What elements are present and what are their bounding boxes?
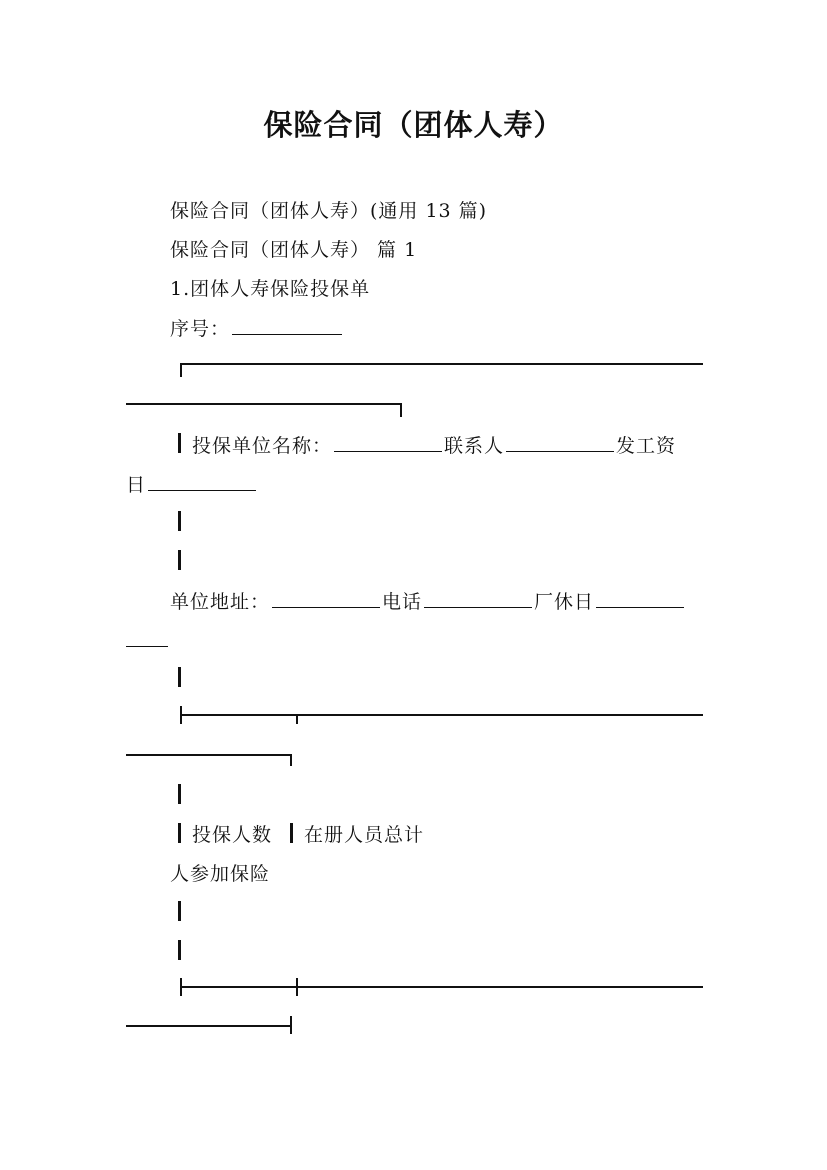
applicant-label: 投保单位名称： bbox=[192, 435, 333, 457]
serial-row bbox=[170, 316, 344, 341]
cell-border bbox=[290, 823, 293, 843]
holiday-label: 厂休日 bbox=[534, 591, 595, 613]
applicant-row bbox=[192, 433, 676, 458]
table-top-border bbox=[180, 363, 703, 365]
divider-right-tee bbox=[290, 1016, 292, 1034]
form-heading: 1.团体人寿保险投保单 bbox=[170, 278, 371, 300]
payday-label: 发工资 bbox=[616, 435, 677, 457]
cell-border bbox=[178, 784, 181, 804]
payday-cont: 日 bbox=[126, 474, 147, 496]
contact-blank[interactable] bbox=[506, 433, 614, 452]
table-divider-1-cont bbox=[126, 754, 292, 756]
serial-label: 序号： bbox=[170, 318, 231, 340]
address-label: 单位地址： bbox=[170, 591, 271, 613]
insured-count-label: 投保人数 bbox=[192, 824, 273, 846]
address-blank[interactable] bbox=[272, 589, 380, 608]
cell-border bbox=[178, 511, 181, 531]
contact-label: 联系人 bbox=[444, 435, 505, 457]
subtitle-line: 保险合同（团体人寿）(通用 13 篇) bbox=[170, 200, 488, 222]
cell-border bbox=[178, 940, 181, 960]
divider-cross bbox=[296, 978, 298, 996]
holiday-blank[interactable] bbox=[596, 589, 684, 608]
section-heading: 保险合同（团体人寿） 篇 1 bbox=[170, 239, 418, 261]
divider-right-corner bbox=[290, 754, 292, 766]
divider-mid-tee bbox=[296, 714, 298, 724]
phone-label: 电话 bbox=[382, 591, 423, 613]
table-divider-2-cont bbox=[126, 1025, 292, 1027]
cell-border bbox=[178, 901, 181, 921]
cell-border bbox=[178, 823, 181, 843]
table-corner-top-left bbox=[180, 363, 182, 377]
phone-blank[interactable] bbox=[424, 589, 532, 608]
payday-row bbox=[126, 472, 258, 497]
table-divider-1 bbox=[180, 714, 703, 716]
registered-label: 在册人员总计 bbox=[304, 824, 425, 846]
serial-blank[interactable] bbox=[232, 316, 342, 335]
cell-border bbox=[178, 550, 181, 570]
address-row bbox=[170, 589, 686, 614]
cell-border bbox=[178, 667, 181, 687]
table-corner-top-right bbox=[400, 403, 402, 417]
table-divider-2 bbox=[180, 986, 703, 988]
table-top-border-cont bbox=[126, 403, 402, 405]
payday-blank[interactable] bbox=[148, 472, 256, 491]
document-title: 保险合同（团体人寿） bbox=[263, 108, 564, 142]
holiday-blank-cont bbox=[126, 646, 168, 647]
participate-label: 人参加保险 bbox=[170, 863, 271, 885]
applicant-blank[interactable] bbox=[334, 433, 442, 452]
cell-border bbox=[178, 433, 181, 453]
